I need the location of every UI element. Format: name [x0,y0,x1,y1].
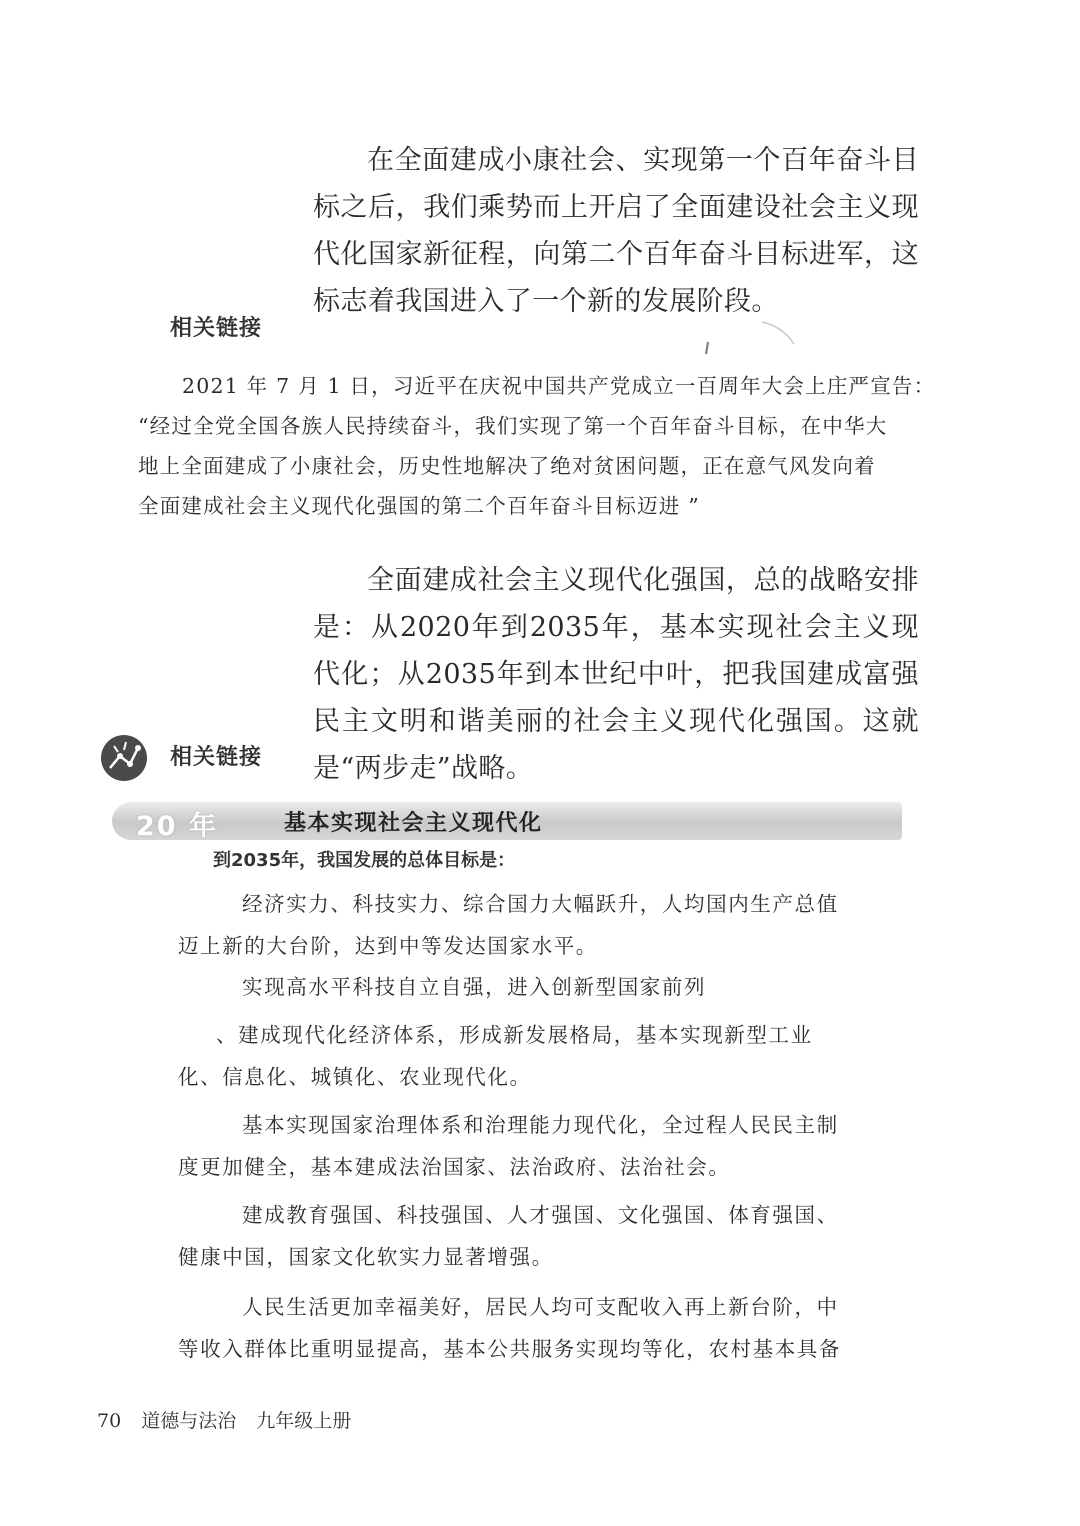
goal-item [178,883,848,967]
goal-line: 建成教育强国、科技强国、人才强国、文化强国、体育强国、 [242,1203,839,1227]
goal-line: 度更加健全，基本建成法治国家、法治政府、法治社会。 [178,1155,731,1179]
quote-line: 全面建成社会主义现代化强国的第二个百年奋斗目标迈进 ” [138,494,700,518]
goals-intro: 到2035年，我国发展的总体目标是： [213,850,516,871]
book-subject: 道德与法治 [141,1410,237,1432]
paragraph-two-step-strategy: 全面建成社会主义现代化强国，总的战略安排是：从2020年到2035年，基本实现社会主义现代化；从2035年到本世纪中叶，把我国建成富强民主文明和谐美丽的社会主义现代化强国。这就是“两步走”战略。 [313,565,919,784]
year-banner [112,802,902,840]
goal-line: 经济实力、科技实力、综合国力大幅跃升，人均国内生产总值 [242,892,839,916]
goal-line: 、建成现代化经济体系，形成新发展格局，基本实现新型工业 [216,1023,813,1047]
quote-line: “经过全党全国各族人民持续奋斗，我们实现了第一个百年奋斗目标，在中华大 [138,414,888,438]
pencil-mark [704,320,804,360]
related-link-heading: 相关链接 [170,316,263,341]
goal-item [178,1014,848,1098]
goal-item [178,966,848,1008]
goal-line: 实现高水平科技自立自强，进入创新型国家前列 [242,975,707,999]
quote-line: 地上全面建成了小康社会，历史性地解决了绝对贫困问题，正在意气风发向着 [138,454,876,478]
goal-item [178,1194,848,1278]
paragraph-new-stage: 在全面建成小康社会、实现第一个百年奋斗目标之后，我们乘势而上开启了全面建设社会主义现代化国家新征程，向第二个百年奋斗目标进军，这标志着我国进入了一个新的发展阶段。 [313,145,919,317]
goal-line: 人民生活更加幸福美好，居民人均可支配收入再上新台阶，中 [242,1295,839,1319]
link-globe-icon [100,734,148,782]
goal-line: 健康中国，国家文化软实力显著增强。 [178,1245,554,1269]
goal-line: 化、信息化、城镇化、农业现代化。 [178,1065,532,1089]
page-number: 70 [97,1410,122,1432]
related-link-quote [138,366,936,526]
goal-line: 等收入群体比重明显提高，基本公共服务实现均等化，农村基本具备 [178,1337,841,1361]
banner-title: 基本实现社会主义现代化 [284,811,543,836]
banner-year: 20 年 [136,811,218,842]
goal-line: 迈上新的大台阶，达到中等发达国家水平。 [178,934,598,958]
related-link-heading: 相关链接 [170,745,263,770]
goal-item [178,1286,848,1370]
quote-line: 2021 年 7 月 1 日，习近平在庆祝中国共产党成立一百周年大会上庄严宣告： [182,374,936,398]
page-footer [97,1406,365,1433]
goal-line: 基本实现国家治理体系和治理能力现代化，全过程人民民主制 [242,1113,839,1137]
book-grade: 九年级上册 [256,1410,352,1432]
goal-item [178,1104,848,1188]
